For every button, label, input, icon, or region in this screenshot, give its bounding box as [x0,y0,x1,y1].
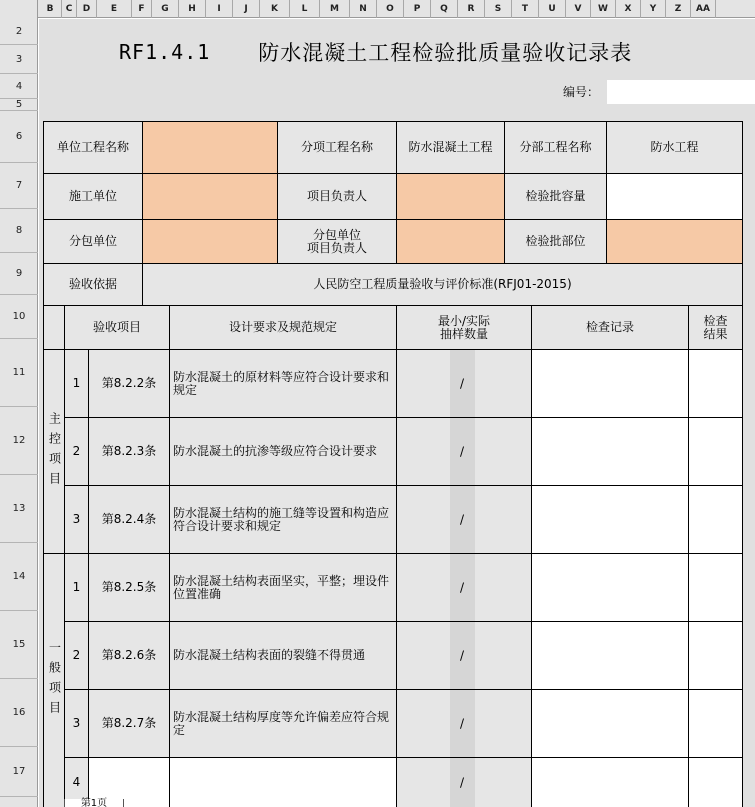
sample-header-line-1: 最小/实际 [437,313,491,328]
item-clause: 第8.2.2条 [89,350,169,417]
sub-item-cell[interactable]: 防水混凝土工程 [397,122,504,173]
batch-part-cell[interactable] [607,220,742,263]
serial-label: 编号： [563,85,600,99]
batch-capacity-cell[interactable] [607,174,742,219]
row-header-11[interactable]: 11 [0,339,38,407]
row-header-15[interactable]: 15 [0,611,38,679]
form-code: RF1.4.1 [119,40,211,64]
result-cell[interactable] [689,554,742,621]
result-header-line-1: 检查 [703,313,728,328]
item-number: 4 [65,758,88,807]
inspection-table [43,121,743,807]
worksheet [39,19,755,807]
record-cell[interactable] [532,622,688,689]
subcontractor-cell[interactable] [143,220,277,263]
item-number: 3 [65,690,88,757]
result-cell[interactable] [689,418,742,485]
column-header-aa[interactable]: AA [691,0,716,18]
serial-input[interactable] [607,80,755,104]
general-group-label: 一般项目 [44,554,64,807]
column-header-bar [0,0,755,18]
form-title [119,37,739,67]
column-header-x[interactable]: X [616,0,641,18]
column-header-q[interactable]: Q [431,0,458,18]
group-header-blank [44,306,64,349]
row-header-14[interactable]: 14 [0,543,38,611]
record-cell[interactable] [532,758,688,807]
sub-manager-label [278,220,396,263]
sample-separator: / [460,512,465,526]
item-requirement: 防水混凝土结构表面的裂缝不得贯通 [170,622,396,689]
result-header [689,306,742,349]
row-header-12[interactable]: 12 [0,407,38,475]
basis-cell[interactable]: 人民防空工程质量验收与评价标准(RFJ01-2015) [143,264,742,305]
sub-manager-cell[interactable] [397,220,504,263]
batch-part-label: 检验批部位 [505,220,606,263]
sample-cell[interactable] [397,486,531,553]
column-header-z[interactable]: Z [666,0,691,18]
item-requirement: 防水混凝土的原材料等应符合设计要求和规定 [170,350,396,417]
subcontractor-label: 分包单位 [44,220,142,263]
column-header-u[interactable]: U [539,0,566,18]
sub-manager-label-line-1: 分包单位 [312,227,361,242]
column-header-h[interactable]: H [179,0,206,18]
column-header-t[interactable]: T [512,0,539,18]
sample-cell[interactable] [397,622,531,689]
sample-header [397,306,531,349]
item-number: 2 [65,622,88,689]
item-clause: 第8.2.6条 [89,622,169,689]
sample-separator: / [460,648,465,662]
sample-cell[interactable] [397,758,531,807]
sample-cell[interactable] [397,350,531,417]
row-header-7[interactable]: 7 [0,163,38,209]
column-header-y[interactable]: Y [641,0,666,18]
sample-cell[interactable] [397,554,531,621]
item-clause: 第8.2.5条 [89,554,169,621]
row-header-4[interactable]: 4 [0,74,38,99]
column-header-k[interactable]: K [260,0,290,18]
record-header: 检查记录 [532,306,688,349]
sample-separator: / [460,580,465,594]
sample-separator: / [460,775,465,789]
result-header-line-2: 结果 [703,326,728,341]
record-cell[interactable] [532,486,688,553]
row-header-17[interactable]: 17 [0,747,38,797]
sub-manager-label-line-2: 项目负责人 [306,240,367,255]
item-number: 3 [65,486,88,553]
select-all-corner[interactable] [0,0,38,18]
sample-separator: / [460,716,465,730]
row-header-bar [0,18,38,807]
contractor-cell[interactable] [143,174,277,219]
item-clause: 第8.2.7条 [89,690,169,757]
division-cell[interactable]: 防水工程 [607,122,742,173]
column-header-i[interactable]: I [206,0,233,18]
record-cell[interactable] [532,690,688,757]
column-header-p[interactable]: P [404,0,431,18]
sample-cell[interactable] [397,418,531,485]
sample-header-line-2: 抽样数量 [439,326,488,341]
row-header-8[interactable]: 8 [0,209,38,253]
column-header-m[interactable]: M [320,0,350,18]
basis-label: 验收依据 [44,264,142,305]
item-clause: 第8.2.4条 [89,486,169,553]
record-cell[interactable] [532,350,688,417]
project-manager-label: 项目负责人 [278,174,396,219]
unit-project-cell[interactable] [143,122,277,173]
column-header-b[interactable]: B [39,0,62,18]
column-header-n[interactable]: N [350,0,377,18]
sample-separator: / [460,376,465,390]
item-requirement[interactable] [170,758,396,807]
column-header-f[interactable]: F [132,0,152,18]
item-clause: 第8.2.3条 [89,418,169,485]
column-header-c[interactable]: C [62,0,77,18]
item-header: 验收项目 [65,306,169,349]
division-label: 分部工程名称 [505,122,606,173]
item-requirement: 防水混凝土的抗渗等级应符合设计要求 [170,418,396,485]
row-header-5[interactable]: 5 [0,99,38,111]
project-manager-cell[interactable] [397,174,504,219]
requirement-header: 设计要求及规范规定 [170,306,396,349]
item-number: 2 [65,418,88,485]
column-header-o[interactable]: O [377,0,404,18]
sub-item-label: 分项工程名称 [278,122,396,173]
result-cell[interactable] [689,622,742,689]
row-header-6[interactable]: 6 [0,111,38,163]
item-requirement: 防水混凝土结构的施工缝等设置和构造应符合设计要求和规定 [170,486,396,553]
row-header-9[interactable]: 9 [0,253,38,295]
record-cell[interactable] [532,554,688,621]
item-number: 1 [65,350,88,417]
row-header-10[interactable]: 10 [0,295,38,339]
row-header-2[interactable]: 2 [0,18,38,45]
row-header-16[interactable]: 16 [0,679,38,747]
column-header-d[interactable]: D [77,0,97,18]
result-cell[interactable] [689,690,742,757]
sample-separator: / [460,444,465,458]
column-header-s[interactable]: S [485,0,512,18]
result-cell[interactable] [689,486,742,553]
row-header-3[interactable]: 3 [0,45,38,74]
item-requirement: 防水混凝土结构厚度等允许偏差应符合规定 [170,690,396,757]
unit-project-label: 单位工程名称 [44,122,142,173]
contractor-label: 施工单位 [44,174,142,219]
item-number: 1 [65,554,88,621]
form-name: 防水混凝土工程检验批质量验收记录表 [258,41,633,65]
result-cell[interactable] [689,758,742,807]
sheet-tab[interactable]: 第1页 [64,799,124,807]
column-header-l[interactable]: L [290,0,320,18]
record-cell[interactable] [532,418,688,485]
column-header-w[interactable]: W [591,0,616,18]
sample-cell[interactable] [397,690,531,757]
column-header-g[interactable]: G [152,0,179,18]
main-group-label: 主控项目 [44,350,64,553]
result-cell[interactable] [689,350,742,417]
batch-capacity-label: 检验批容量 [505,174,606,219]
column-header-r[interactable]: R [458,0,485,18]
column-header-j[interactable]: J [233,0,260,18]
column-header-e[interactable]: E [97,0,132,18]
column-header-v[interactable]: V [566,0,591,18]
row-header-13[interactable]: 13 [0,475,38,543]
item-requirement: 防水混凝土结构表面坚实，平整；埋设件位置准确 [170,554,396,621]
